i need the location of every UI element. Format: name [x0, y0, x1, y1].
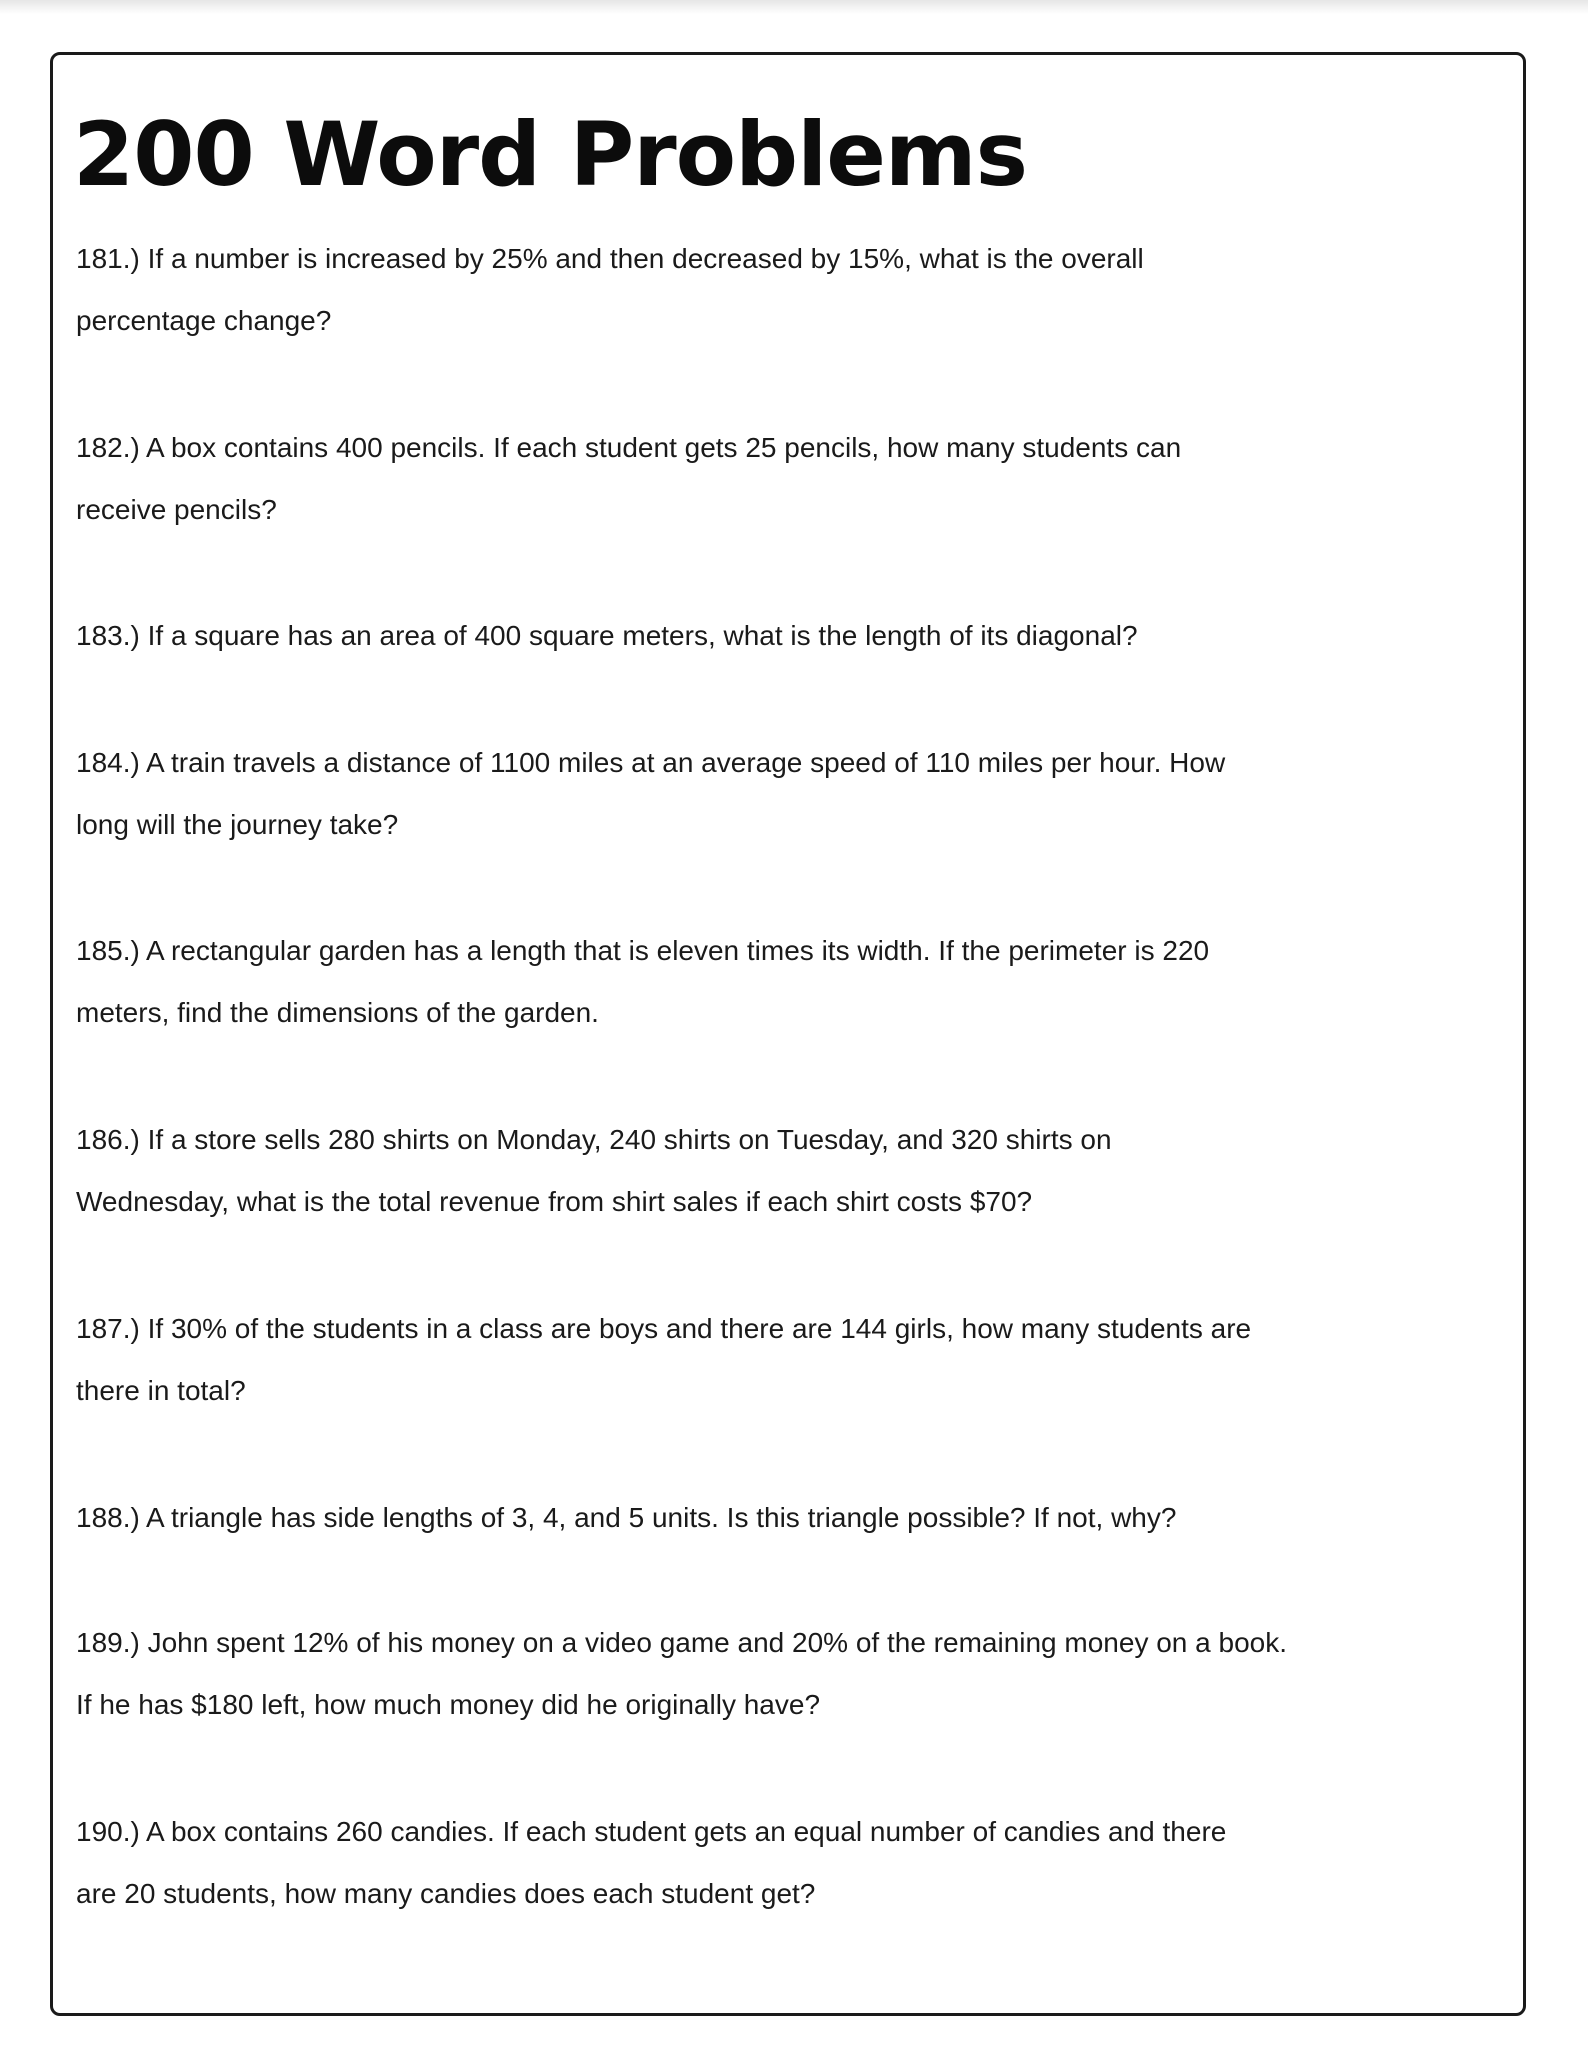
problem-line: 188.) A triangle has side lengths of 3, 4, and 5 units. Is this triangle possible? If not, why?	[76, 1502, 1177, 1533]
problem-line: 189.) John spent 12% of his money on a video game and 20% of the remaining money on a book.	[76, 1627, 1287, 1658]
word-problem-189	[76, 1612, 1436, 1736]
word-problem-190	[76, 1801, 1436, 1925]
word-problem-181	[76, 228, 1436, 352]
problem-line: 185.) A rectangular garden has a length that is eleven times its width. If the perimeter is 220	[76, 935, 1210, 966]
top-edge-shadow	[0, 0, 1588, 14]
word-problem-186	[76, 1109, 1436, 1233]
problem-line: 186.) If a store sells 280 shirts on Monday, 240 shirts on Tuesday, and 320 shirts on	[76, 1124, 1112, 1155]
word-problem-183	[76, 605, 1436, 667]
page-title: 200 Word Problems	[73, 103, 1028, 206]
problem-line: 190.) A box contains 260 candies. If each student gets an equal number of candies and there	[76, 1816, 1227, 1847]
problem-line: receive pencils?	[76, 494, 277, 525]
problem-line: long will the journey take?	[76, 809, 399, 840]
problem-line: If he has $180 left, how much money did he originally have?	[76, 1689, 821, 1720]
problem-line: 181.) If a number is increased by 25% and then decreased by 15%, what is the overall	[76, 243, 1144, 274]
problem-line: 182.) A box contains 400 pencils. If each student gets 25 pencils, how many students can	[76, 432, 1182, 463]
word-problem-188	[76, 1487, 1436, 1549]
word-problem-184	[76, 732, 1436, 856]
word-problem-182	[76, 417, 1436, 541]
word-problem-187	[76, 1298, 1436, 1422]
problem-line: are 20 students, how many candies does each student get?	[76, 1878, 816, 1909]
problem-line: 187.) If 30% of the students in a class are boys and there are 144 girls, how many students are	[76, 1313, 1252, 1344]
problem-line: percentage change?	[76, 305, 332, 336]
problem-line: 183.) If a square has an area of 400 square meters, what is the length of its diagonal?	[76, 620, 1138, 651]
problem-line: 184.) A train travels a distance of 1100 miles at an average speed of 110 miles per hour. How	[76, 747, 1226, 778]
problem-line: meters, find the dimensions of the garden.	[76, 997, 599, 1028]
problem-line: there in total?	[76, 1375, 246, 1406]
problem-line: Wednesday, what is the total revenue from shirt sales if each shirt costs $70?	[76, 1186, 1033, 1217]
word-problem-185	[76, 920, 1436, 1044]
